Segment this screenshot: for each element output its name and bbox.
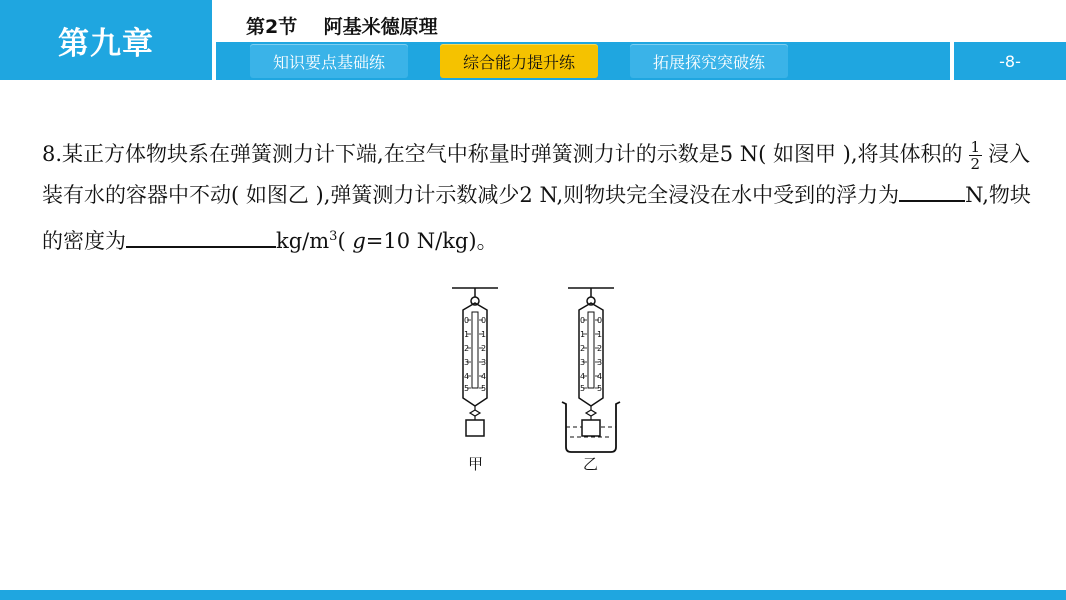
fraction-one-half (969, 139, 983, 172)
tick-label: 4 (580, 372, 586, 381)
section-title: 第2节 阿基米德原理 (246, 16, 438, 38)
tick-label: 5 (481, 384, 487, 393)
spring-scale-right (562, 288, 620, 473)
tab-basic-practice[interactable]: 知识要点基础练 (250, 44, 408, 78)
tick-label: 2 (464, 344, 470, 353)
tick-label: 1 (464, 330, 470, 339)
tick-label: 5 (464, 384, 470, 393)
bottom-bar (0, 590, 1066, 600)
gravity-variable: g (352, 229, 366, 253)
unit-superscript: 3 (329, 229, 338, 244)
tick-label: 3 (481, 358, 487, 367)
question-part3: N,物块的密度为 (42, 183, 1031, 253)
tick-label: 0 (580, 316, 586, 325)
tick-label: 4 (481, 372, 487, 381)
tick-label: 5 (580, 384, 586, 393)
tick-label: 1 (597, 330, 603, 339)
answer-blank-density[interactable] (126, 224, 276, 248)
tick-label: 3 (597, 358, 603, 367)
tick-label: 1 (580, 330, 586, 339)
tick-label: 1 (481, 330, 487, 339)
question-part5: =10 N/kg (365, 229, 469, 253)
fraction-numerator: 1 (970, 138, 981, 156)
tab-extension-practice[interactable]: 拓展探究突破练 (630, 44, 788, 78)
answer-blank-buoyancy[interactable] (899, 178, 965, 202)
question-part6: )。 (468, 229, 498, 253)
question-part2: 浸入装有水的容器中不动( 如图乙 ),弹簧测力计示数减少2 N,则物块完全浸没在水中受到的浮力为 (42, 142, 1031, 207)
tab-ability-practice[interactable]: 综合能力提升练 (440, 44, 598, 78)
tick-label: 0 (464, 316, 470, 325)
fraction-denominator: 2 (970, 155, 981, 173)
tick-label: 3 (464, 358, 470, 367)
figure-label-right: 乙 (583, 455, 599, 473)
question-text (42, 134, 1032, 262)
question-part1: 8.某正方体物块系在弹簧测力计下端,在空气中称量时弹簧测力计的示数是5 N( 如图甲 ),将其体积的 (42, 142, 963, 166)
question-part4: ( (337, 229, 353, 253)
cube-block-right (582, 420, 600, 436)
tick-label: 4 (464, 372, 470, 381)
tick-label: 4 (597, 372, 603, 381)
figure-label-left: 甲 (468, 455, 484, 473)
tick-label: 2 (597, 344, 603, 353)
tick-label: 5 (597, 384, 603, 393)
cube-block-left (466, 420, 484, 436)
tick-label: 2 (580, 344, 586, 353)
tick-label: 2 (481, 344, 487, 353)
tick-label: 3 (580, 358, 586, 367)
page-number: -8- (954, 42, 1066, 80)
tick-label: 0 (481, 316, 487, 325)
spring-scale-figure (440, 282, 630, 482)
chapter-title: 第九章 (0, 0, 212, 80)
tick-label: 0 (597, 316, 603, 325)
spring-scale-left (452, 288, 498, 473)
density-unit: kg/m (276, 229, 330, 253)
